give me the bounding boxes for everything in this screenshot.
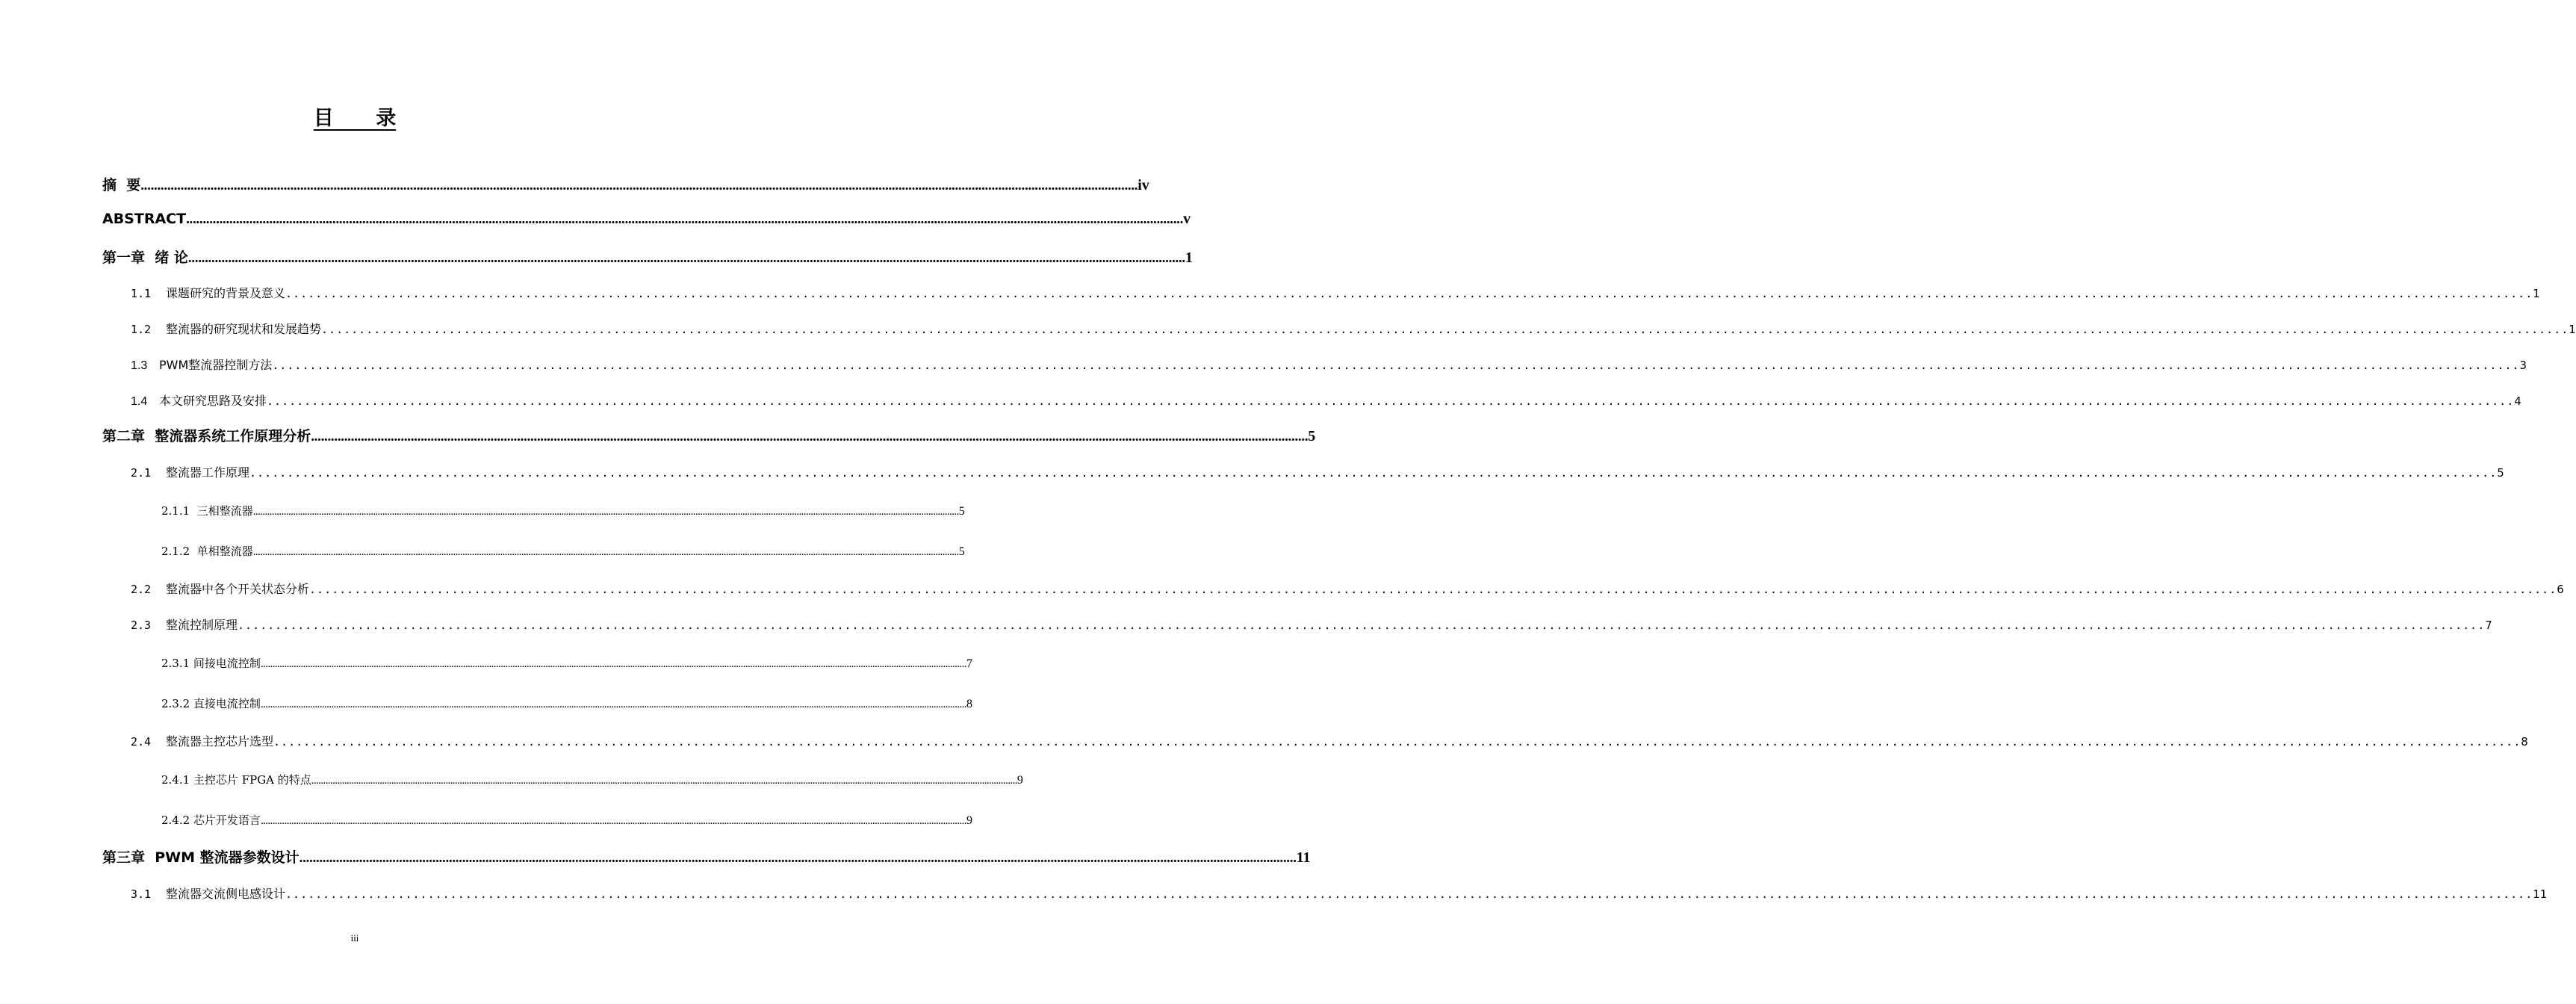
toc-entry-page: 5 [958,505,965,518]
toc-entry-page: 5 [958,545,965,558]
toc-entry-label [161,695,261,711]
toc-entry-page: iv [1138,177,1149,193]
dot-leader: ............................................................................................................................................................................................................................................................................................................ [252,546,959,558]
toc-entry[interactable] [161,655,972,671]
toc-entry-page: 9 [1017,774,1023,787]
dot-leader: ............................................................................................................................................................................................................................................................................................................ [311,775,1017,787]
toc-entry-page: 1 [2533,287,2540,300]
toc-entry-page: 5 [1308,428,1316,444]
dot-leader: ............................................................................................................................................................................................................................................................................................................ [260,658,966,670]
toc-entry-page: 9 [966,814,972,827]
toc-entry-label [131,391,267,409]
toc-entry-page: 11 [1296,849,1311,866]
dot-leader: ............................................................................................................................................................................................................................................................................................................ [140,178,1138,193]
toc-title [0,102,710,131]
dot-leader: ............................................................................................................................................................................................................................................................................................................ [321,323,2569,336]
toc-entry-label [131,616,238,633]
toc-entry-label [131,463,249,480]
toc-entry-text: 摘 要 [102,177,141,193]
page-footer [0,932,710,944]
toc-entry-label [161,772,311,787]
dot-leader: ............................................................................................................................................................................................................................................................................................................ [285,887,2533,901]
toc-entry-page: 6 [2557,583,2564,596]
toc-entry-text: 第二章 整流器系统工作原理分析 [102,428,311,444]
toc-entry-text: PWM整流器控制方法 [159,358,273,372]
dot-leader: ............................................................................................................................................................................................................................................................................................................ [187,250,1185,266]
toc-entry[interactable] [131,616,2492,633]
dot-leader: ............................................................................................................................................................................................................................................................................................................ [299,850,1297,866]
toc-entry-text: 整流器主控芯片选型 [166,734,274,749]
toc-entry-page: v [1183,211,1191,227]
toc-entry[interactable] [102,425,1316,445]
toc-entry-number: 1.4 [131,395,148,408]
dot-leader: ............................................................................................................................................................................................................................................................................................................ [186,211,1184,227]
toc-entry-text: ABSTRACT [102,211,187,227]
toc-entry-text: 2.3.2 直接电流控制 [161,697,261,710]
toc-entry-label [161,503,253,518]
toc-entry-page: 8 [966,698,972,710]
toc-entry[interactable] [161,503,965,518]
toc-entry[interactable] [131,391,2521,409]
toc-entry[interactable] [131,320,2576,337]
toc-entry[interactable] [161,812,972,828]
toc-entry-label [102,846,300,867]
toc-entry[interactable] [102,211,1191,228]
toc-entry-number: 1.1 [131,287,152,300]
toc-entry-label [161,812,261,828]
toc-entry-label [131,320,321,337]
toc-entry-number: 1.2 [131,323,152,336]
toc-entry-page: 1 [2569,323,2576,336]
toc-entry-label [131,580,309,597]
toc-entry-text: 整流器工作原理 [166,465,250,480]
toc-entry-text: 2.1.2 单相整流器 [161,545,253,558]
toc-entry-text: 整流器交流侧电感设计 [166,887,286,901]
toc-entry-label [131,884,285,902]
toc-entry-text: 2.1.1 三相整流器 [161,504,253,518]
toc-entry[interactable] [161,772,1023,787]
toc-title-text: 目 录 [313,107,397,130]
toc-entry[interactable] [131,356,2527,373]
toc-entry-page: 7 [2485,619,2492,632]
footer-page-number: iii [350,932,359,943]
toc-entry-label [102,247,188,267]
toc-entry-label [161,655,261,671]
toc-entry-number: 1.3 [131,359,148,372]
toc-entry-number: 2.1 [131,466,152,480]
toc-entry-text: 第一章 绪 论 [102,250,188,266]
toc-entry-page: 11 [2533,887,2548,901]
toc-entry-page: 5 [2497,466,2504,480]
dot-leader: ............................................................................................................................................................................................................................................................................................................ [309,583,2557,596]
toc-entry[interactable] [131,732,2528,749]
toc-entry-label [102,211,186,227]
toc-entry[interactable] [131,580,2564,597]
toc-entry-text: 第三章 PWM 整流器参数设计 [102,849,300,866]
toc-entry-label [131,732,273,749]
toc-entry-page: 1 [1185,250,1193,266]
toc-entry-number: 2.2 [131,583,152,596]
toc-entry-text: 本文研究思路及安排 [159,394,267,408]
dot-leader: ............................................................................................................................................................................................................................................................................................................ [311,429,1309,444]
toc-entry[interactable] [161,695,972,711]
dot-leader: ............................................................................................................................................................................................................................................................................................................ [272,359,2520,372]
toc-entry[interactable] [102,174,1149,194]
toc-entry-number: 2.4 [131,735,152,749]
dot-leader: ............................................................................................................................................................................................................................................................................................................ [238,619,2486,632]
dot-leader: ............................................................................................................................................................................................................................................................................................................ [260,698,966,710]
toc-entry-text: 整流器中各个开关状态分析 [166,582,310,596]
toc-entry[interactable] [102,846,1311,867]
dot-leader: ............................................................................................................................................................................................................................................................................................................ [260,815,966,827]
dot-leader: ............................................................................................................................................................................................................................................................................................................ [273,735,2521,749]
toc-entry[interactable] [131,284,2540,301]
toc-entry-label [161,543,253,559]
toc-entry-number: 3.1 [131,887,152,901]
toc-entry-text: 整流控制原理 [166,618,238,632]
dot-leader: ............................................................................................................................................................................................................................................................................................................ [249,466,2498,480]
toc-entry-text: 整流器的研究现状和发展趋势 [166,322,322,336]
toc-entry[interactable] [161,543,965,559]
toc-entry-text: 2.4.2 芯片开发语言 [161,814,261,827]
toc-entry-label [131,356,272,373]
toc-entry[interactable] [102,247,1193,267]
toc-entry-number: 2.3 [131,619,152,632]
toc-entry-page: 3 [2519,359,2527,372]
toc-entry[interactable] [131,463,2504,480]
toc-entry-label [102,425,311,445]
toc-entry-text: 2.4.1 主控芯片 FPGA 的特点 [161,773,311,787]
toc-entry-text: 2.3.1 间接电流控制 [161,657,261,670]
toc-entry-page: 4 [2514,394,2521,408]
toc-entry-page: 8 [2521,735,2528,749]
dot-leader: ............................................................................................................................................................................................................................................................................................................ [285,287,2533,300]
toc-entry-text: 课题研究的背景及意义 [166,286,286,300]
toc-entry-label [102,174,140,194]
dot-leader: ............................................................................................................................................................................................................................................................................................................ [267,394,2515,408]
toc-entry[interactable] [131,884,2548,902]
toc-entry-label [131,284,285,301]
toc-entry-page: 7 [966,657,972,670]
dot-leader: ............................................................................................................................................................................................................................................................................................................ [252,506,959,518]
